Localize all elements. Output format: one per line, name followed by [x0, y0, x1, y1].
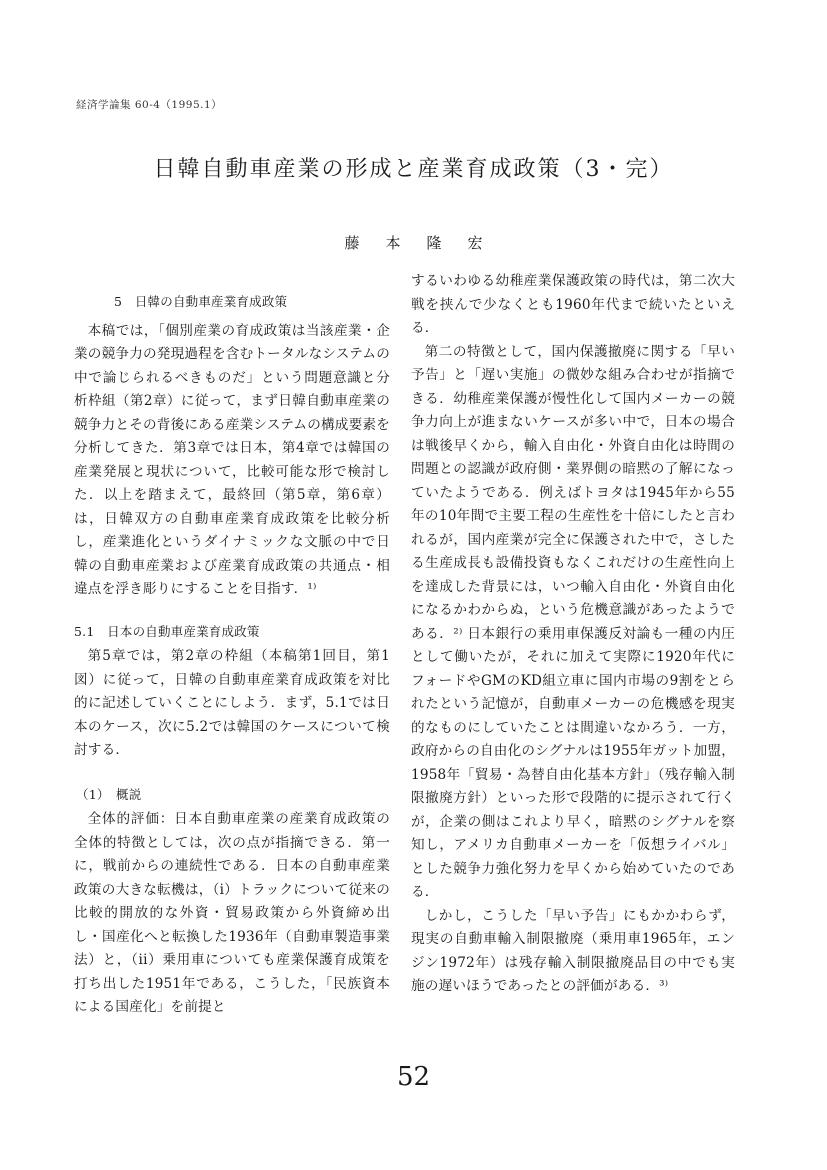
early-notice-paragraph: しかし，こうした「早い予告」にもかかわらず，現実の自動車輸入制限撤廃（乗用車1965年，エンジン1972年）は残存輸入制限撤廃品目の中でも実施の遅いほうであったとの評価がある．³⁾ — [411, 907, 735, 994]
section-5-1-heading: 5.1 日本の自動車産業育成政策 — [74, 623, 260, 639]
author-name: 藤本隆宏 — [344, 234, 509, 252]
journal-reference: 経済学論集 60-4（1995.1） — [76, 99, 223, 111]
section-5-1-paragraph: 第5章では，第2章の枠組（本稿第1回目，第1図）に従って，日韓の自動車産業育成政策を対比的に記述していくことにしよう．まず，5.1では日本のケース，次に5.2では韓国のケースについて検討する． — [74, 648, 390, 758]
left-column — [74, 270, 390, 1020]
second-feature-paragraph: 第二の特徴として，国内保護撤廃に関する「早い予告」と「遅い実施」の微妙な組み合わせが指摘できる．幼稚産業保護が慢性化して国内メーカーの競争力向上が進まないケースが多い中で，日本の場合は戦後早くから，輸入自由化・外資自由化は時間の問題との認識が政府側・業界側の暗黙の了解になっていたようである．例えばトヨタは1945年から55年の10年間で主要工程の生産性を十倍にしたと言われるが，国内産業が完全に保護された中で，さしたる生産成長も設備投資もなくこれだけの生産性向上を達成した背景には，いつ輸入自由化・外資自由化になるかわからぬ，という危機意識があったようである．²⁾ 日本銀行の乗用車保護反対論も一種の内圧として働いたが，それに加えて実際に1920年代にフォードやGMのKD組立車に国内市場の9割をとられたという記憶が，自動車メーカーの危機感を現実的なものにしていたことは間違いなかろう．一方，政府からの自由化のシグナルは1955年ガット加盟，1958年「貿易・為替自由化基本方針」（残存輸入制限撤廃方針）といった形で段階的に提示されて行くが，企業の側はこれより早く，暗黙のシグナルを察知し，アメリカ自動車メーカーを「仮想ライバル」とした競争力強化努力を早くから始めていたのである． — [411, 343, 735, 900]
section-5-paragraph: 本稿では，「個別産業の育成政策は当該産業・企業の競争力の発現過程を含むトータルなシステムの中で論じられるべきものだ」という問題意識と分析枠組（第2章）に従って，まず日韓自動車産業の競争力とその背後にある産業システムの構成要素を分析してきた．第3章では日本，第4章では韓国の産業発展と現状について，比較可能な形で検討した．以上を踏まえて，最終回（第5章，第6章）は，日韓双方の自動車産業育成政策を比較分析し，産業進化というダイナミックな文脈の中で日韓の自動車産業および産業育成政策の共通点・相違点を浮き彫りにすることを目指す．¹⁾ — [74, 322, 390, 597]
page-number: 52 — [396, 1062, 431, 1092]
subsection-1-heading: （1） 概説 — [76, 786, 142, 802]
subsection-1-paragraph: 全体的評価：日本自動車産業の産業育成政策の全体的特徴としては，次の点が指摘できる．第一に，戦前からの連続性である．日本の自動車産業政策の大きな転機は，（i）トラックについて従来の比較的開放的な外資・貿易政策から外資締め出し・国産化へと転換した1936年（自動車製造事業法）と，（ii）乗用車についても産業保護育成策を打ち出した1951年である，こうした，「民族資本による国産化」を前提と — [74, 811, 390, 1015]
continued-paragraph: するいわゆる幼稚産業保護政策の時代は，第二次大戦を挟んで少なくとも1960年代まで続いたといえる． — [411, 273, 735, 336]
section-5-heading: 5 日韓の自動車産業育成政策 — [114, 294, 288, 309]
right-column — [411, 270, 735, 999]
article-title: 日韓自動車産業の形成と産業育成政策（3・完） — [153, 157, 674, 182]
